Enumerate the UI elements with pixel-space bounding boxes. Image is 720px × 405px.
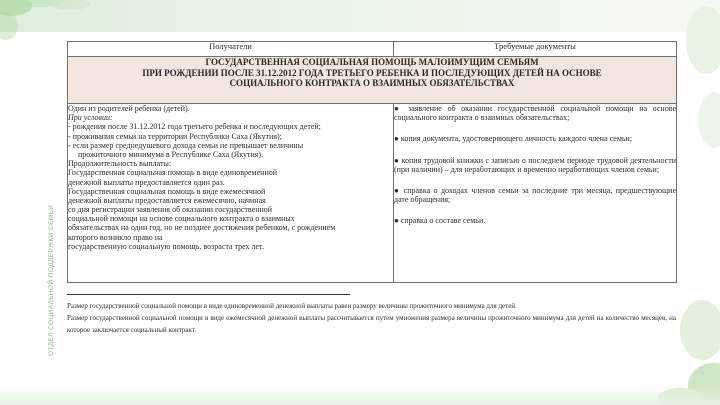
duration-line: социальной помощи на основе социального контракта о взаимных bbox=[68, 214, 295, 224]
duration-line: обязательствах на один год, но не позднее достижения ребенком, с рождением bbox=[68, 223, 336, 233]
condition-item: - если размер среднедушевого дохода семьи не превышает величины bbox=[68, 140, 304, 150]
recipient-intro: Один из родителей ребенка (детей). bbox=[68, 104, 190, 113]
title-line: ПРИ РОЖДЕНИИ ПОСЛЕ 31.12.2012 ГОДА ТРЕТЬЕГО РЕБЕНКА И ПОСЛЕДУЮЩИХ ДЕТЕЙ НА ОСНОВЕ bbox=[142, 67, 602, 78]
header-recipients: Получатели bbox=[68, 42, 394, 57]
corner-leaf-decoration bbox=[0, 0, 120, 42]
header-documents: Требуемые документы bbox=[394, 42, 677, 57]
document-item: ● копия трудовой книжки с записью о последнем периоде трудовой деятельности (при наличии) – для неработающих и временно неработающих членов семьи; bbox=[394, 155, 676, 174]
documents-cell bbox=[394, 104, 677, 283]
footnote-divider bbox=[67, 294, 350, 295]
document-item: ● копия документа, удостоверяющего личность каждого члена семьи; bbox=[394, 134, 633, 144]
benefits-table bbox=[67, 41, 677, 283]
footnotes bbox=[67, 300, 676, 336]
duration-label: Продолжительность выплаты: bbox=[68, 159, 172, 169]
condition-item: - рождения после 31.12.2012 года третьего ребенка и последующих детей; bbox=[68, 122, 321, 132]
document-item: ● справка о доходах членов семьи за последние три месяца, предшествующие дате обращения; bbox=[394, 185, 676, 205]
duration-line: Государственная социальная помощь в виде ежемесячной bbox=[68, 186, 266, 196]
recipients-cell bbox=[68, 104, 394, 283]
conditions-label: При условии: bbox=[68, 113, 113, 123]
duration-line: со дня регистрации заявления об оказании государственной bbox=[68, 205, 273, 215]
document-item: ● справка о составе семьи. bbox=[394, 216, 486, 226]
sidebar-caption: ОТДЕЛ СОЦИАЛЬНОЙ ПОДДЕРЖКИ СЕМЬИ bbox=[48, 204, 55, 356]
bottom-decorative-band bbox=[0, 385, 720, 405]
duration-line: денежной выплаты предоставляется ежемесячно, начиная bbox=[68, 195, 266, 205]
condition-continuation: прожиточного минимума в Республике Саха (Якутия). bbox=[78, 149, 264, 159]
table-title bbox=[68, 57, 677, 104]
footnote: Размер государственной социальной помощи в виде ежемесячной денежной выплаты рассчитывается путем умножения размера величины прожиточного минимума для детей на количество месяцев, на которое заключается социальный контракт. bbox=[67, 314, 676, 335]
condition-item: - проживания семьи на территории Республики Саха (Якутия); bbox=[68, 131, 282, 141]
title-line: ГОСУДАРСТВЕННАЯ СОЦИАЛЬНАЯ ПОМОЩЬ МАЛОИМУЩИМ СЕМЬЯМ bbox=[205, 57, 539, 67]
duration-line: денежной выплаты предоставляется один раз. bbox=[68, 177, 225, 187]
footnote: Размер государственной социальной помощи в виде единовременной денежной выплаты равен размеру величины прожиточного минимума для детей. bbox=[67, 302, 517, 310]
duration-line: государственную социальную помощь, возраста трех лет. bbox=[68, 241, 264, 251]
duration-line: Государственная социальная помощь в виде единовременной bbox=[68, 168, 278, 178]
title-line: СОЦИАЛЬНОГО КОНТРАКТА О ВЗАИМНЫХ ОБЯЗАТЕЛЬСТВАХ bbox=[229, 78, 515, 89]
duration-line: которого возникло право на bbox=[68, 232, 163, 242]
document-item: ● заявление об оказании государственной социальной помощи на основе социального контракта о взаимных обязательствах; bbox=[394, 104, 676, 123]
